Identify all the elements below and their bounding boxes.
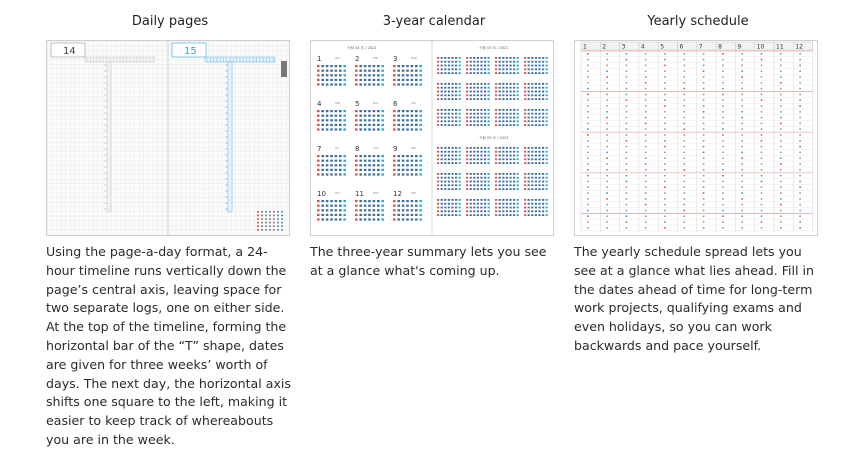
daily-pages-illustration	[47, 41, 289, 235]
month-name: MAR	[411, 57, 417, 60]
month-header: 1	[583, 43, 587, 51]
month-header: 5	[660, 43, 665, 51]
month-header: 10	[756, 43, 765, 51]
month-header: 2	[602, 43, 607, 51]
month-name: JAN	[335, 57, 340, 60]
month-name: AUG	[373, 147, 379, 150]
three-year-calendar-thumbnail	[310, 40, 554, 236]
month-name: DEC	[411, 192, 417, 195]
left-date-number: 14	[63, 46, 76, 57]
month-name: APR	[335, 102, 341, 105]
month-name: FEB	[373, 57, 378, 60]
daily-pages-thumbnail	[46, 40, 290, 236]
month-name: JUN	[411, 102, 416, 105]
month-number: 6	[393, 100, 398, 108]
month-name: NOV	[373, 192, 379, 195]
month-number: 4	[317, 100, 322, 108]
month-number: 3	[393, 55, 398, 63]
calendar-header-left: 令和 04 年 / 2022	[347, 46, 377, 50]
month-header: 3	[621, 43, 626, 51]
three-year-calendar-description: The three-year summary lets you see at a glance what's coming up.	[310, 244, 547, 278]
yearly-schedule-column	[574, 0, 822, 356]
calendar-header-right-top: 令和 03 年 / 2021	[479, 46, 509, 50]
three-year-calendar-title: 3-year calendar	[382, 14, 486, 29]
yearly-schedule-illustration	[575, 41, 817, 235]
daily-pages-description: Using the page-a-day format, a 24-hour timeline runs vertically down the page’s central axis, leaving space for two separate logs, one on either side. At the top of the timeline, forming the horizontal bar of the “T” shape, dates are given for three weeks’ worth of days. The next day, the horizontal axis shifts one square to the left, making it easier to keep track of whereabouts you are in the week.	[46, 244, 291, 447]
month-header: 7	[698, 43, 703, 51]
month-number: 12	[393, 190, 402, 198]
month-name: OCT	[335, 192, 341, 195]
month-number: 5	[355, 100, 360, 108]
month-number: 8	[355, 145, 360, 153]
month-name: JUL	[335, 147, 340, 150]
month-number: 2	[355, 55, 360, 63]
month-header: 4	[640, 43, 645, 51]
month-number: 9	[393, 145, 398, 153]
yearly-schedule-description: The yearly schedule spread lets you see at a glance what lies ahead. Fill in the dates ahead of time for long-term work projects, qualifying exams and even holidays, so you can work backwards and pace yourself.	[574, 244, 815, 353]
three-year-calendar-illustration	[311, 41, 553, 235]
calendar-header-right-middle: 令和 05 年 / 2023	[479, 136, 509, 140]
month-header: 12	[795, 43, 803, 51]
month-name: MAY	[373, 102, 379, 105]
month-number: 11	[355, 190, 364, 198]
month-name: SEP	[411, 147, 416, 150]
month-header: 11	[776, 43, 784, 51]
yearly-schedule-title: Yearly schedule	[647, 14, 749, 29]
month-header: 8	[718, 43, 722, 51]
daily-pages-column	[46, 0, 294, 450]
right-date-number: 15	[184, 46, 197, 57]
daily-pages-title: Daily pages	[131, 14, 209, 29]
month-header: 6	[679, 43, 684, 51]
month-header: 9	[737, 43, 742, 51]
yearly-schedule-thumbnail	[574, 40, 818, 236]
three-year-calendar-column	[310, 0, 558, 281]
month-number: 7	[317, 145, 322, 153]
month-number: 1	[317, 55, 322, 63]
month-number: 10	[317, 190, 326, 198]
